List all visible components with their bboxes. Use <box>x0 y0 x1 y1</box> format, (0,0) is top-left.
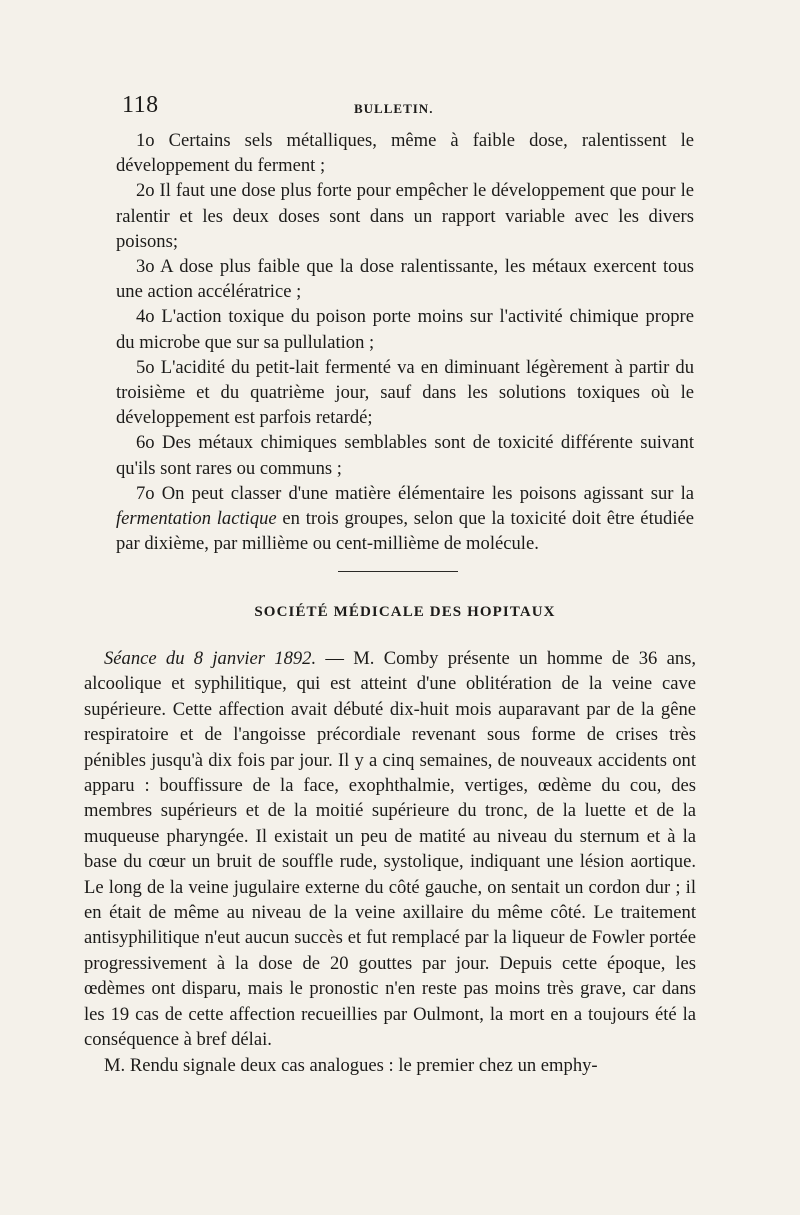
conclusion-6: 6o Des métaux chimiques semblables sont de toxicité différente suivant qu'ils sont rares ou communs ; <box>116 432 694 479</box>
meeting-report <box>84 646 696 1078</box>
page-header <box>122 92 697 122</box>
conclusion-7-start: 7o On peut classer d'une matière élémentaire les poisons agissant sur la <box>136 482 694 504</box>
conclusion-7-italic: fermentation lactique <box>116 508 277 530</box>
conclusions-list <box>116 128 694 556</box>
conclusion-7 <box>116 481 694 557</box>
conclusion-3: 3o A dose plus faible que la dose ralentissante, les métaux exercent tous une action accélératrice ; <box>116 256 694 303</box>
conclusion-4: 4o L'action toxique du poison porte moins sur l'activité chimique propre du microbe que sur sa pullulation ; <box>116 306 694 353</box>
seance-paragraph <box>84 646 696 1053</box>
seance-text: — M. Comby présente un homme de 36 ans, alcoolique et syphilitique, qui est atteint d'une oblitération de la veine cave supérieure. Cette affection avait débuté dix-huit mois auparavant par de la gêne respiratoire et de l'angoisse précordiale revenant sous forme de crises très pénibles jusqu'à dix fois par jour. Il y a cinq semaines, de nouveaux accidents ont apparu : bouffissure de la face, exophthalmie, vertiges, œdème du cou, des membres supérieurs et de la moitié supérieure du tronc, de la luette et de la muqueuse pharyngée. Il existait un peu de matité au niveau du sternum et à la base du cœur un bruit de souffle rude, systolique, indiquant une lésion aortique. Le long de la veine jugulaire externe du côté gauche, on sentait un cordon dur ; il en était de même au niveau de la veine axillaire du même côté. Le traitement antisyphilitique n'eut aucun succès et fut remplacé par la liqueur de Fowler portée progressivement à la dose de 20 gouttes par jour. Depuis cette époque, les œdèmes ont disparu, mais le pronostic n'en reste pas moins très grave, car dans les 19 cas de cette affection recueillies par Oulmont, la mort en a toujours été la conséquence à bref délai. <box>84 648 696 1051</box>
rendu-paragraph: M. Rendu signale deux cas analogues : le premier chez un emphy- <box>104 1054 598 1076</box>
conclusion-7-end: en trois groupes, selon que la toxicité doit être étudiée par dixième, par millième ou cent-millième de molécule. <box>116 508 694 555</box>
section-title: SOCIÉTÉ MÉDICALE DES HOPITAUX <box>254 604 556 620</box>
page-number: 118 <box>122 92 159 118</box>
running-title: BULLETIN. <box>354 101 434 116</box>
conclusion-5: 5o L'acidité du petit-lait fermenté va en diminuant légèrement à partir du troisième et du quatrième jour, sauf dans les solutions toxiques où le développement est parfois retardé; <box>116 356 694 429</box>
conclusion-1: 1o Certains sels métalliques, même à faible dose, ralentissent le développement du ferment ; <box>116 130 694 177</box>
conclusion-2: 2o Il faut une dose plus forte pour empêcher le développement que pour le ralentir et les deux doses sont dans un rapport variable avec les divers poisons; <box>116 180 694 252</box>
section-divider <box>338 571 458 572</box>
seance-date: Séance du 8 janvier 1892. <box>104 648 317 669</box>
